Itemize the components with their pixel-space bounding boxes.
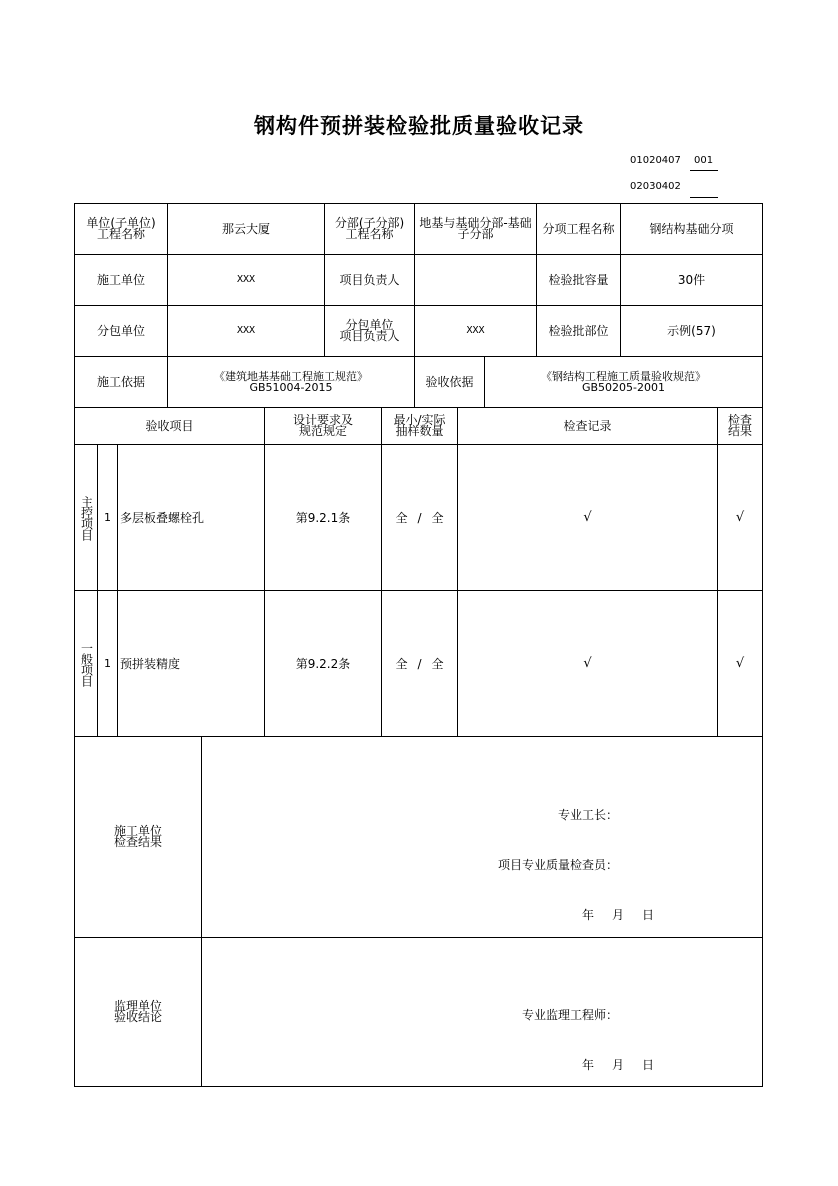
engineer-label: 专业监理工程师： (522, 1008, 619, 1022)
construction-date-day: 日 (642, 908, 655, 922)
acceptance-basis-value: 《钢结构工程施工质量验收规范》 GB50205-2001 (484, 356, 763, 408)
construction-result-label: 施工单位 检查结果 (74, 736, 202, 938)
general-sample (381, 590, 458, 737)
division-value: 地基与基础分部-基础 子分部 (414, 203, 537, 255)
batch-location-label: 检验批部位 (536, 305, 621, 357)
main-control-sample-actual: 全 (431, 510, 444, 525)
basis-value: 《建筑地基基础工程施工规范》 GB51004-2015 (167, 356, 415, 408)
acceptance-basis-label: 验收依据 (414, 356, 485, 408)
batch-location-value: 示例(57) (620, 305, 763, 357)
general-sample-min: 全 (395, 656, 408, 671)
supervision-date-day: 日 (642, 1058, 655, 1072)
foreman-label: 专业工长： (558, 808, 619, 822)
general-record: √ (457, 590, 718, 737)
header-item: 验收项目 (74, 407, 265, 445)
subitem-value: 钢结构基础分项 (620, 203, 763, 255)
subcontractor-value: XXX (167, 305, 325, 357)
general-name: 预拼装精度 (117, 590, 265, 737)
header-design: 设计要求及 规范规定 (264, 407, 382, 445)
header-sample: 最小/实际 抽样数量 (381, 407, 458, 445)
sub-pm-value: XXX (414, 305, 537, 357)
code-2: 02030402 (630, 181, 681, 192)
division-label: 分部(子分部) 工程名称 (324, 203, 415, 255)
supervision-result-label: 监理单位 验收结论 (74, 937, 202, 1087)
supervision-date-year: 年 (582, 1058, 595, 1072)
code-1: 01020407 (630, 155, 681, 166)
main-control-no: 1 (97, 444, 118, 591)
unit-project-label: 单位(子单位) 工程名称 (74, 203, 168, 255)
main-control-record: √ (457, 444, 718, 591)
supervision-date-month: 月 (612, 1058, 625, 1072)
main-control-sample-sep: / (417, 510, 422, 525)
general-sample-actual: 全 (431, 656, 444, 671)
supervision-result-box (201, 937, 763, 1087)
batch-capacity-value: 30件 (620, 254, 763, 306)
main-control-label: 主控项目 (74, 444, 98, 591)
batch-capacity-label: 检验批容量 (536, 254, 621, 306)
constructor-label: 施工单位 (74, 254, 168, 306)
sub-pm-label: 分包单位 项目负责人 (324, 305, 415, 357)
main-control-result: √ (717, 444, 763, 591)
page-title: 钢构件预拼装检验批质量验收记录 (254, 113, 584, 138)
inspector-label: 项目专业质量检查员： (498, 858, 619, 872)
subcontractor-label: 分包单位 (74, 305, 168, 357)
construction-result-box (201, 736, 763, 938)
constructor-value: XXX (167, 254, 325, 306)
code-2-underline (690, 197, 718, 198)
basis-label: 施工依据 (74, 356, 168, 408)
code-1-underline (690, 170, 718, 171)
general-no: 1 (97, 590, 118, 737)
main-control-sample-min: 全 (395, 510, 408, 525)
general-sample-sep: / (417, 656, 422, 671)
main-control-spec: 第9.2.1条 (264, 444, 382, 591)
main-control-sample (381, 444, 458, 591)
general-label: 一般项目 (74, 590, 98, 737)
subitem-label: 分项工程名称 (536, 203, 621, 255)
code-1-suffix: 001 (694, 155, 714, 166)
main-control-name: 多层板叠螺栓孔 (117, 444, 265, 591)
construction-date-month: 月 (612, 908, 625, 922)
header-result: 检查 结果 (717, 407, 763, 445)
general-spec: 第9.2.2条 (264, 590, 382, 737)
pm-label: 项目负责人 (324, 254, 415, 306)
pm-value (414, 254, 537, 306)
general-result: √ (717, 590, 763, 737)
header-record: 检查记录 (457, 407, 718, 445)
unit-project-value: 那云大厦 (167, 203, 325, 255)
construction-date-year: 年 (582, 908, 595, 922)
